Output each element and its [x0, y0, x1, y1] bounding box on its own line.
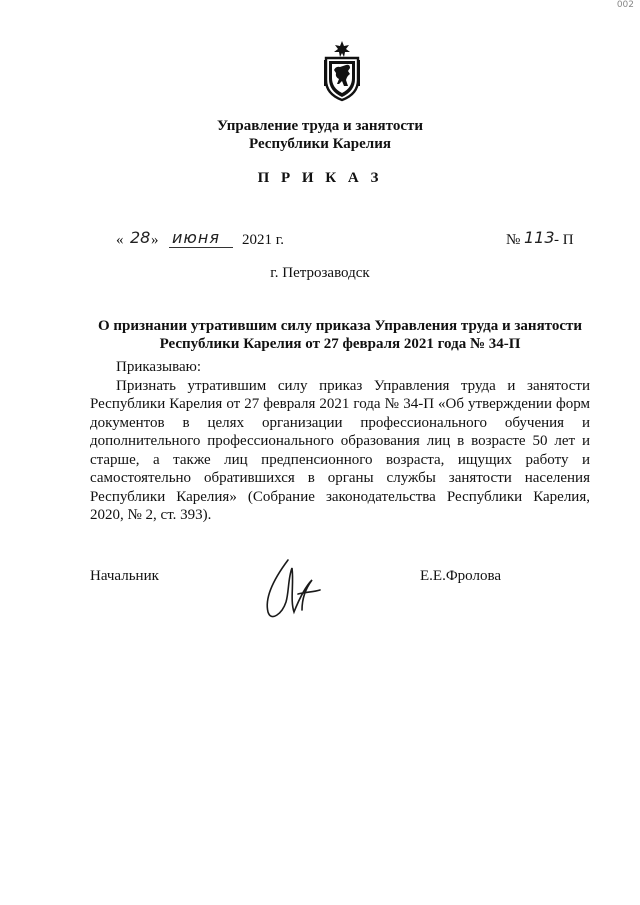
- date-month: июня: [172, 228, 220, 247]
- date-open-quote: «: [116, 232, 124, 248]
- date-year: 2021 г.: [242, 232, 284, 248]
- organization-name-line1: Управление труда и занятости: [216, 118, 424, 134]
- signatory-position: Начальник: [90, 568, 159, 584]
- order-body: [90, 358, 590, 525]
- city: г. Петрозаводск: [270, 265, 370, 281]
- body-paragraph: Признать утратившим силу приказ Управления труда и занятости Республики Карелия от 27 февраля 2021 года № 34-П «Об утверждении форм документов в целях организации профессионального обучения и дополнительного профессионального образования лиц в возрасте 50 лет и старше, а также лиц предпенсионного возраста, ищущих работу и самостоятельно обратившихся в органы службы занятости населения Республики Карелия» (Собрание законодательства Республики Карелия, 2020, № 2, ст. 393).: [90, 377, 590, 523]
- date-close-quote: »: [151, 232, 159, 248]
- organization-name-line2: Республики Карелия: [249, 136, 391, 152]
- order-subject: [90, 317, 590, 353]
- signature-block: [90, 568, 590, 638]
- date-day: 28: [130, 228, 151, 247]
- corner-mark: 002: [616, 0, 634, 10]
- number-prefix: №: [506, 232, 521, 248]
- signatory-name: Е.Е.Фролова: [420, 568, 502, 584]
- number-suffix: - П: [554, 232, 574, 248]
- date-number-line: [116, 228, 586, 252]
- subject-line1: О признании утратившим силу приказа Управления труда и занятости: [97, 318, 583, 334]
- handwritten-signature-icon: [258, 554, 330, 626]
- coat-of-arms-icon: [320, 40, 364, 102]
- number-value: 113: [524, 228, 555, 247]
- document-title: П Р И К А З: [257, 170, 383, 186]
- subject-line2: Республики Карелия от 27 февраля 2021 года № 34-П: [159, 336, 521, 352]
- month-underline: [169, 247, 233, 248]
- body-intro: Приказываю:: [116, 359, 201, 375]
